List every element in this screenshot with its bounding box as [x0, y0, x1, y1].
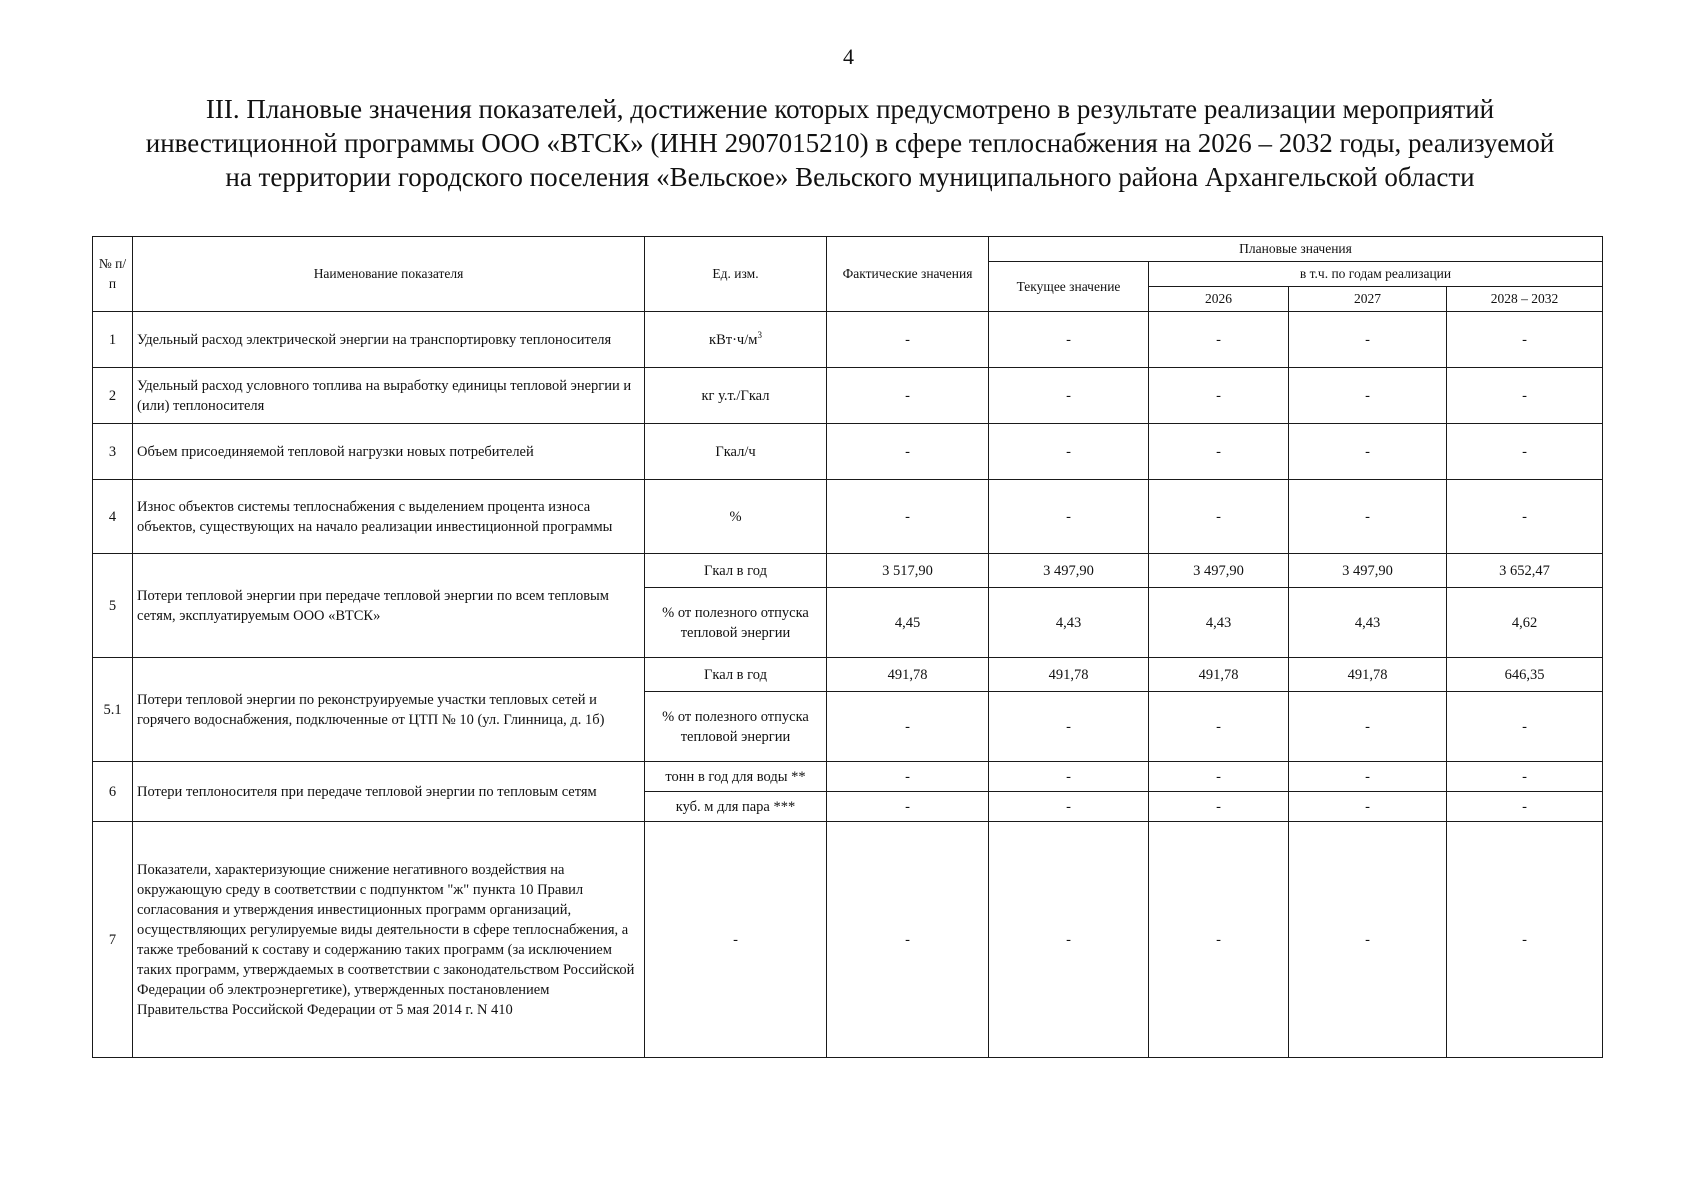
cell-current: 3 497,90 — [989, 554, 1149, 588]
row-num: 2 — [93, 368, 133, 424]
row-num: 1 — [93, 312, 133, 368]
cell-actual: 3 517,90 — [827, 554, 989, 588]
unit-text: кВт·ч/м — [709, 331, 758, 348]
cell-2028-2032: 4,62 — [1447, 588, 1603, 658]
cell-2026: - — [1149, 368, 1289, 424]
unit-superscript: 3 — [757, 329, 762, 340]
row-unit: Гкал в год — [645, 658, 827, 692]
table-row — [93, 658, 1603, 692]
cell-2026: 4,43 — [1149, 588, 1289, 658]
cell-2027: - — [1289, 822, 1447, 1058]
cell-2027: - — [1289, 762, 1447, 792]
cell-2026: 491,78 — [1149, 658, 1289, 692]
cell-current: - — [989, 424, 1149, 480]
title-line: инвестиционной программы ООО «ВТСК» (ИНН 2907015210) в сфере теплоснабжения на 2026 – 2032 годы, реализуемой — [145, 128, 1555, 158]
cell-2028-2032: - — [1447, 692, 1603, 762]
row-name: Износ объектов системы теплоснабжения с выделением процента износа объектов, существующих на начало реализации инвестиционной программы — [133, 480, 645, 554]
cell-2028-2032: - — [1447, 368, 1603, 424]
header-name: Наименование показателя — [133, 237, 645, 312]
header-year-2028-2032: 2028 – 2032 — [1447, 287, 1603, 312]
cell-2028-2032: - — [1447, 312, 1603, 368]
cell-2027: - — [1289, 368, 1447, 424]
cell-current: - — [989, 792, 1149, 822]
cell-2027: - — [1289, 480, 1447, 554]
cell-2027: - — [1289, 692, 1447, 762]
row-name: Потери тепловой энергии по реконструируемые участки тепловых сетей и горячего водоснабжения, подключенные от ЦТП № 10 (ул. Глинница, д. 1б) — [133, 658, 645, 762]
cell-2027: 491,78 — [1289, 658, 1447, 692]
cell-2028-2032: - — [1447, 762, 1603, 792]
header-unit: Ед. изм. — [645, 237, 827, 312]
page-number: 4 — [843, 44, 854, 69]
table-row — [93, 822, 1603, 1058]
row-num: 3 — [93, 424, 133, 480]
cell-actual: - — [827, 822, 989, 1058]
header-actual: Фактические значения — [827, 237, 989, 312]
header-current: Текущее значение — [989, 262, 1149, 312]
cell-actual: - — [827, 792, 989, 822]
row-name: Потери тепловой энергии при передаче тепловой энергии по всем тепловым сетям, эксплуатируемым ООО «ВТСК» — [133, 554, 645, 658]
row-unit: % от полезного отпуска тепловой энергии — [645, 692, 827, 762]
table-row — [93, 368, 1603, 424]
row-name: Удельный расход условного топлива на выработку единицы тепловой энергии и (или) теплоносителя — [133, 368, 645, 424]
table-row — [93, 762, 1603, 792]
header-by-years: в т.ч. по годам реализации — [1149, 262, 1603, 287]
cell-2026: - — [1149, 424, 1289, 480]
table-row — [93, 312, 1603, 368]
cell-2028-2032: 646,35 — [1447, 658, 1603, 692]
cell-2028-2032: 3 652,47 — [1447, 554, 1603, 588]
cell-current: 491,78 — [989, 658, 1149, 692]
cell-2026: - — [1149, 762, 1289, 792]
cell-2026: - — [1149, 692, 1289, 762]
cell-actual: 491,78 — [827, 658, 989, 692]
cell-2026: - — [1149, 792, 1289, 822]
cell-2027: 4,43 — [1289, 588, 1447, 658]
row-name: Объем присоединяемой тепловой нагрузки новых потребителей — [133, 424, 645, 480]
cell-current: - — [989, 692, 1149, 762]
cell-2026: - — [1149, 480, 1289, 554]
header-planned: Плановые значения — [989, 237, 1603, 262]
row-num: 4 — [93, 480, 133, 554]
cell-current: - — [989, 368, 1149, 424]
cell-2026: - — [1149, 822, 1289, 1058]
row-unit: % — [645, 480, 827, 554]
row-num: 5.1 — [93, 658, 133, 762]
row-unit: кг у.т./Гкал — [645, 368, 827, 424]
table-header — [93, 237, 1603, 312]
row-unit: куб. м для пара *** — [645, 792, 827, 822]
row-unit: % от полезного отпуска тепловой энергии — [645, 588, 827, 658]
cell-actual: - — [827, 762, 989, 792]
cell-actual: - — [827, 368, 989, 424]
document-title — [90, 92, 1610, 194]
cell-2027: - — [1289, 792, 1447, 822]
row-unit: - — [645, 822, 827, 1058]
cell-2028-2032: - — [1447, 822, 1603, 1058]
table-row — [93, 480, 1603, 554]
cell-2028-2032: - — [1447, 792, 1603, 822]
cell-current: - — [989, 480, 1149, 554]
table-row — [93, 554, 1603, 588]
cell-actual: - — [827, 480, 989, 554]
cell-current: - — [989, 312, 1149, 368]
table-row — [93, 424, 1603, 480]
row-unit — [645, 312, 827, 368]
cell-2026: - — [1149, 312, 1289, 368]
header-num: № п/п — [93, 237, 133, 312]
cell-2026: 3 497,90 — [1149, 554, 1289, 588]
title-line: III. Плановые значения показателей, достижение которых предусмотрено в результате реализации мероприятий — [205, 94, 1495, 124]
row-num: 5 — [93, 554, 133, 658]
row-unit: тонн в год для воды ** — [645, 762, 827, 792]
cell-current: - — [989, 762, 1149, 792]
row-num: 6 — [93, 762, 133, 822]
cell-2028-2032: - — [1447, 424, 1603, 480]
cell-current: 4,43 — [989, 588, 1149, 658]
cell-2027: - — [1289, 424, 1447, 480]
row-unit: Гкал в год — [645, 554, 827, 588]
row-name: Потери теплоносителя при передаче тепловой энергии по тепловым сетям — [133, 762, 645, 822]
cell-actual: - — [827, 312, 989, 368]
header-year-2027: 2027 — [1289, 287, 1447, 312]
row-name: Удельный расход электрической энергии на транспортировку теплоносителя — [133, 312, 645, 368]
row-name: Показатели, характеризующие снижение негативного воздействия на окружающую среду в соответствии с подпунктом "ж" пункта 10 Правил согласования и утверждения инвестиционных программ организаций, осуществляющих регулируемые виды деятельности в сфере теплоснабжения, а также требований к составу и содержанию таких программ (за исключением таких программ, утверждаемых в соответствии с законодательством Российской Федерации об электроэнергетике), утвержденных постановлением Правительства Российской Федерации от 5 мая 2014 г. N 410 — [133, 822, 645, 1058]
header-year-2026: 2026 — [1149, 287, 1289, 312]
row-num: 7 — [93, 822, 133, 1058]
cell-actual: - — [827, 424, 989, 480]
cell-actual: - — [827, 692, 989, 762]
cell-actual: 4,45 — [827, 588, 989, 658]
row-unit: Гкал/ч — [645, 424, 827, 480]
indicators-table — [92, 236, 1603, 1058]
cell-2027: - — [1289, 312, 1447, 368]
cell-current: - — [989, 822, 1149, 1058]
cell-2028-2032: - — [1447, 480, 1603, 554]
title-line: на территории городского поселения «Вельское» Вельского муниципального района Архангельской области — [225, 162, 1475, 192]
cell-2027: 3 497,90 — [1289, 554, 1447, 588]
